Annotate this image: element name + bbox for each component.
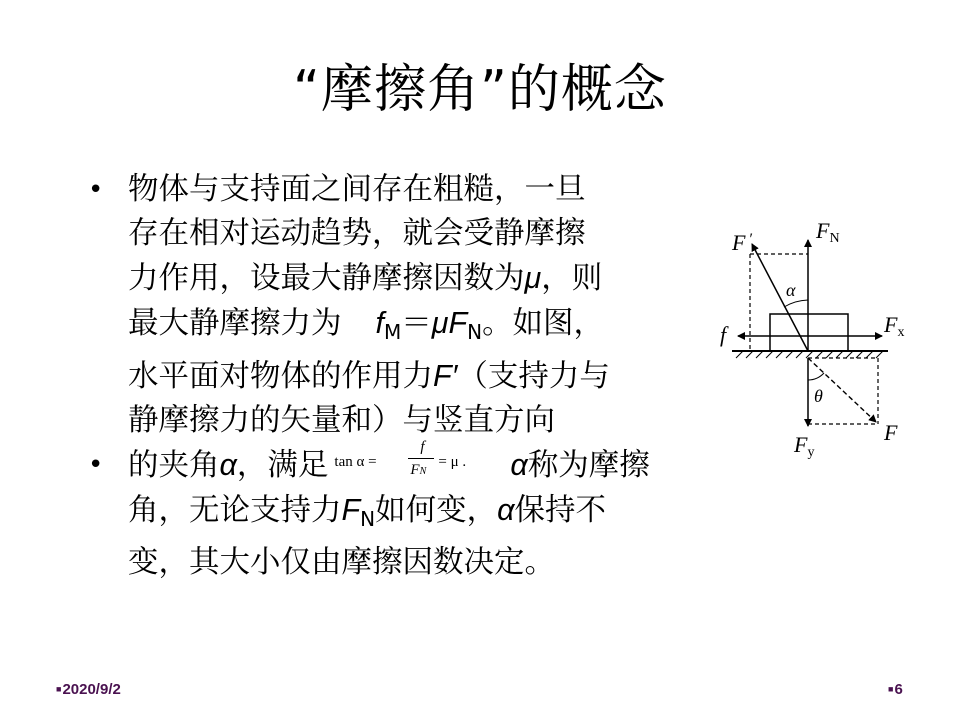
formula-numerator: f	[420, 439, 425, 455]
text: 角，无论支持力	[128, 493, 342, 528]
f-symbol: f	[375, 306, 384, 340]
f-prime-symbol: F′	[433, 359, 458, 393]
text: 最大静摩擦力为	[128, 306, 342, 341]
den-letter: F	[410, 462, 420, 478]
bullet-item-2	[88, 439, 728, 585]
block	[770, 314, 848, 351]
text: （支持力与	[457, 359, 610, 394]
friction-angle-diagram	[712, 208, 932, 468]
text: 力作用，设最大静摩擦因数为	[128, 261, 525, 296]
alpha-arc	[784, 300, 808, 307]
equals: ＝	[401, 306, 432, 341]
ground-surface	[732, 351, 888, 358]
theta-arc	[808, 373, 824, 380]
bullet-2-line-3: 变，其大小仅由摩擦因数决定。	[128, 545, 555, 580]
text: 保持不	[514, 493, 607, 528]
fn-subscript: N	[360, 507, 376, 531]
bullet-1-line-6: 静摩擦力的矢量和）与竖直方向	[128, 403, 555, 438]
f-prime-label: F ′	[732, 230, 752, 255]
alpha-label: α	[786, 280, 796, 300]
fn-label: FN	[816, 218, 840, 246]
alpha-symbol: α	[510, 448, 528, 482]
theta-label: θ	[814, 386, 823, 406]
date-text: 2020/9/2	[62, 681, 121, 698]
bullet-1-line-1: 物体与支持面之间存在粗糙，一旦	[128, 172, 586, 207]
n-subscript: N	[467, 320, 483, 344]
bullet-1-line-3	[128, 256, 728, 301]
text: 。如图，	[482, 306, 605, 341]
bullet-2-line-2	[128, 488, 728, 541]
slide-body	[88, 168, 728, 585]
bullet-dot-icon: •	[88, 450, 104, 480]
mu-symbol: μ	[524, 261, 542, 295]
text: 的夹角	[128, 448, 220, 483]
mu-f-symbol: μF	[431, 306, 468, 340]
text: 称为摩擦	[527, 448, 650, 483]
text: ，满足	[236, 448, 329, 483]
formula-rhs: = μ .	[438, 454, 467, 470]
formula-denominator	[410, 463, 426, 479]
fraction-bar	[408, 458, 434, 459]
bullet-1-line-4	[128, 301, 728, 354]
alpha-symbol: α	[497, 493, 515, 527]
tan-alpha-formula	[334, 439, 506, 487]
square-bullet-icon: ■	[56, 684, 62, 694]
page-text: 6	[894, 681, 903, 698]
square-bullet-icon: ■	[888, 684, 894, 694]
footer-page-number	[888, 681, 903, 698]
text: 如何变，	[375, 493, 498, 528]
f-subscript: M	[383, 320, 402, 344]
text: ，则	[541, 261, 603, 296]
fn-symbol: F	[341, 493, 361, 527]
slide-title: “摩擦角”的概念	[293, 60, 667, 120]
fx-label: Fx	[884, 312, 905, 340]
alpha-symbol: α	[219, 448, 237, 482]
f-big-label: F	[884, 420, 898, 445]
bullet-dot-icon: •	[88, 175, 104, 205]
den-sub: N	[419, 466, 427, 477]
formula-lhs: tan α =	[334, 454, 377, 470]
f-label: f	[720, 322, 727, 347]
text: 水平面对物体的作用力	[128, 359, 433, 394]
fy-label: Fy	[794, 432, 815, 460]
footer-date	[56, 681, 121, 698]
bullet-1-line-5	[128, 354, 728, 399]
bullet-2-line-1	[128, 439, 728, 488]
bullet-item-1	[88, 168, 728, 443]
bullet-1-line-2: 存在相对运动趋势，就会受静摩擦	[128, 216, 586, 251]
f-prime-arrow	[752, 244, 808, 351]
